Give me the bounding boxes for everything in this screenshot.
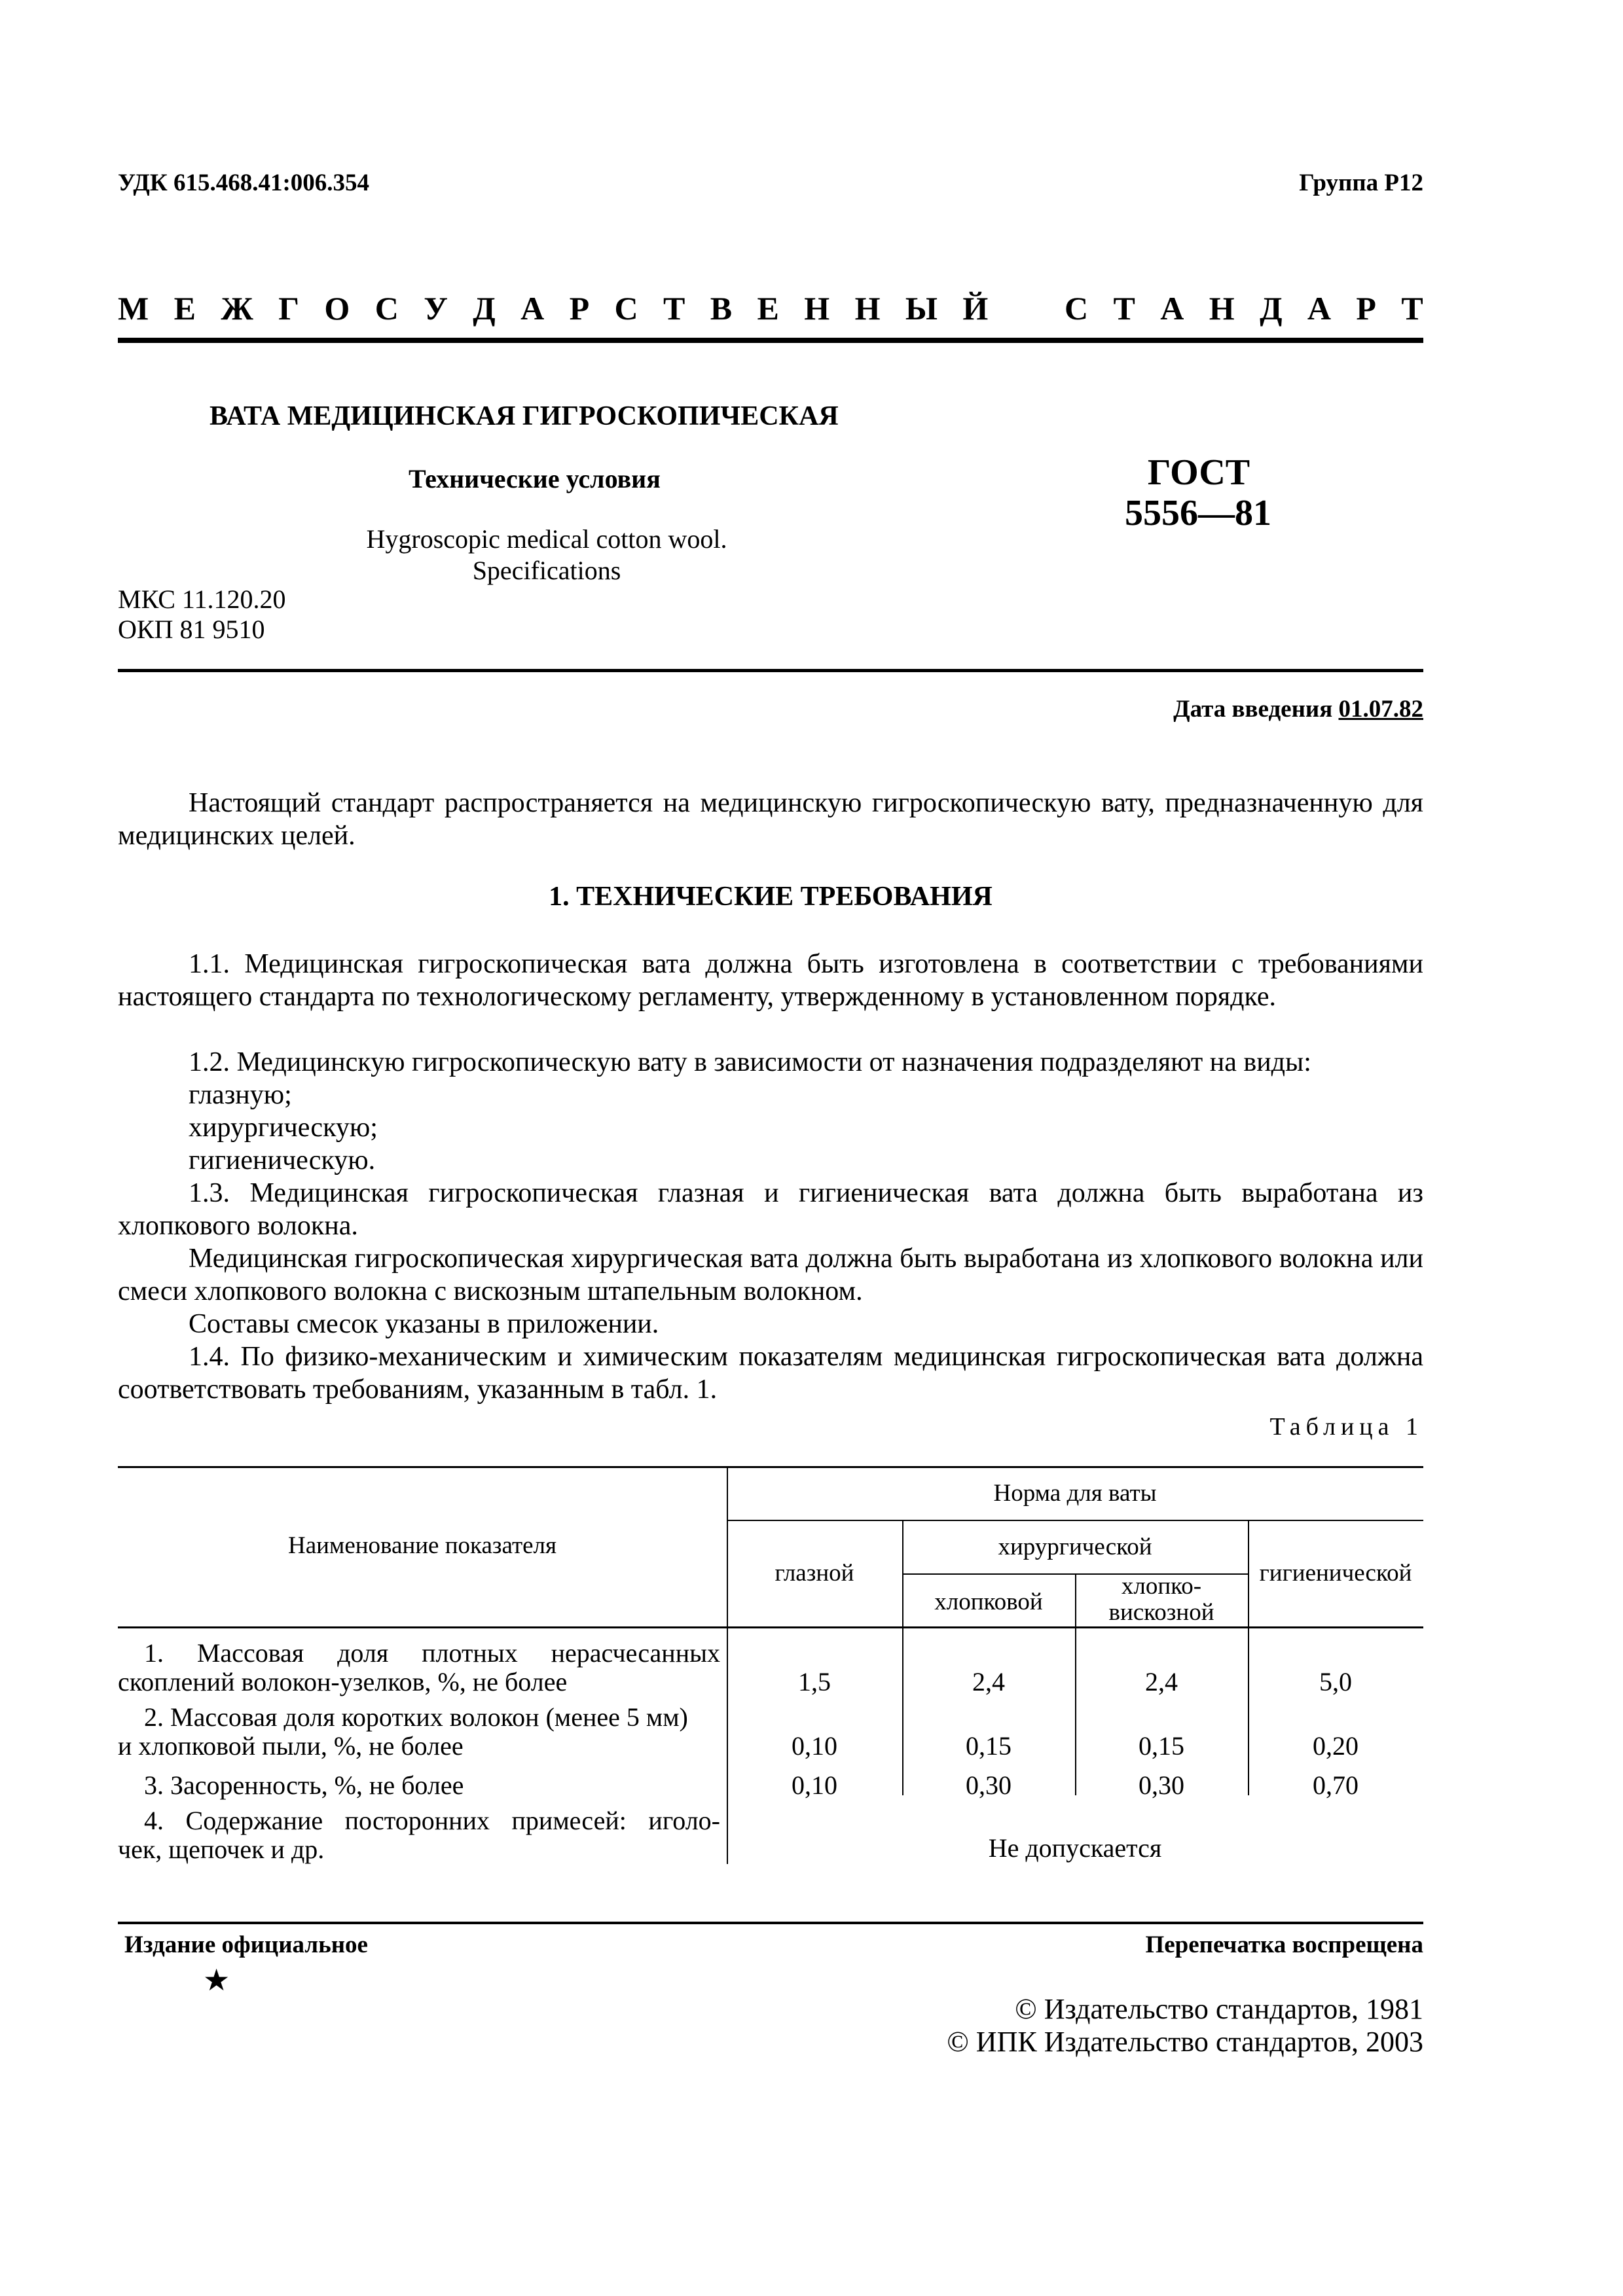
table-line <box>902 1628 903 1795</box>
banner-letter: Г <box>278 290 299 327</box>
paragraph-1-2: 1.2. Медицинскую гигроскопическую вату в зависимости от назначения подразделяют на виды: <box>189 1047 1311 1077</box>
banner-letter: С <box>374 290 399 327</box>
norms-table <box>118 1466 1423 1892</box>
banner-letter: В <box>710 290 733 327</box>
banner-letter: Ы <box>905 290 938 327</box>
kind-item-surgical: хирургическую; <box>189 1113 378 1143</box>
english-title-line2: Specifications <box>472 556 621 585</box>
table-row-name: 3. Засоренность, %, не более <box>144 1770 464 1800</box>
star-icon: ★ <box>203 1964 230 1997</box>
table-caption: Таблица 1 <box>1269 1413 1423 1441</box>
group-code: Группа Р12 <box>1299 170 1423 196</box>
banner-letter: С <box>1065 290 1089 327</box>
table-cell: 0,30 <box>966 1770 1012 1800</box>
table-line <box>1248 1628 1249 1795</box>
date-label: Дата введения <box>1173 696 1333 723</box>
banner-rule <box>118 338 1423 343</box>
kind-item-eye: глазную; <box>189 1080 292 1110</box>
document-subtitle: Технические условия <box>409 464 661 493</box>
banner-letter: А <box>520 290 545 327</box>
copyright-1981: © Издательство стандартов, 1981 <box>1015 1993 1423 2025</box>
table-top-line <box>118 1466 1423 1468</box>
table-cell: 2,4 <box>1145 1667 1178 1696</box>
banner-letter: Й <box>962 290 989 327</box>
banner-letter: Е <box>173 290 196 327</box>
section-heading: 1. ТЕХНИЧЕСКИЕ ТРЕБОВАНИЯ <box>549 882 993 912</box>
table-cell: 0,20 <box>1313 1731 1359 1761</box>
table-line <box>1075 1628 1076 1795</box>
column-header-surgical: хирургической <box>998 1534 1152 1560</box>
table-cell: 0,15 <box>966 1731 1012 1761</box>
title-rule <box>118 669 1423 672</box>
table-row-name: 4. Содержание посторонних примесей: иголо- <box>144 1806 720 1835</box>
banner-letter: Е <box>757 290 779 327</box>
table-row-name: 2. Массовая доля коротких волокон (менее 5 мм) <box>144 1702 688 1732</box>
column-header-hygienic: гигиенической <box>1259 1560 1412 1587</box>
banner-letter: Р <box>569 290 590 327</box>
table-cell: 0,10 <box>792 1731 837 1761</box>
banner-letter: Т <box>1401 290 1423 327</box>
banner-letter: Н <box>804 290 830 327</box>
kind-item-hygienic: гигиеническую. <box>189 1145 376 1175</box>
banner-letter: Ж <box>221 290 253 327</box>
table-cell: 2,4 <box>972 1667 1005 1696</box>
table-cell: 5,0 <box>1319 1667 1352 1696</box>
introduction-date <box>1173 695 1423 723</box>
banner-letter: Н <box>854 290 881 327</box>
paragraph-1-3: 1.3. Медицинская гигроскопическая глазная и гигиеническая вата должна быть выработана из хлопкового волокна. <box>118 1178 1423 1241</box>
column-header-viscose-2: вискозной <box>1108 1599 1214 1626</box>
table-cell: 0,15 <box>1139 1731 1184 1761</box>
paragraph-1-3-mixtures: Составы смесок указаны в приложении. <box>189 1309 659 1339</box>
paragraph-1-1: 1.1. Медицинская гигроскопическая вата должна быть изготовлена в соответствии с требованиями настоящего стандарта по технологическому регламенту, утвержденному в установленном порядке. <box>118 949 1423 1012</box>
gost-label: ГОСТ <box>1147 452 1250 493</box>
banner-letter: Р <box>1356 290 1376 327</box>
mks-code: МКС 11.120.20 <box>118 584 286 614</box>
banner-letter: У <box>424 290 448 327</box>
standard-banner <box>118 289 1423 329</box>
table-row-name: и хлопковой пыли, %, не более <box>118 1731 464 1761</box>
column-header-name: Наименование показателя <box>287 1532 557 1559</box>
table-cell: 0,70 <box>1313 1770 1359 1800</box>
paragraph-1-4: 1.4. По физико-механическим и химическим показателям медицинская гигроскопическая вата должна соответствовать требованиям, указанным в табл. 1. <box>118 1342 1423 1405</box>
banner-letter: А <box>1160 290 1184 327</box>
official-edition-label: Издание официальное <box>124 1931 368 1958</box>
banner-letter: Т <box>663 290 685 327</box>
banner-letter: Т <box>1113 290 1135 327</box>
column-header-viscose-1: хлопко- <box>1121 1573 1202 1600</box>
table-line <box>727 1520 1423 1521</box>
banner-letter: С <box>614 290 638 327</box>
banner-letter: М <box>118 290 149 327</box>
banner-letter: Н <box>1209 290 1235 327</box>
banner-letter: О <box>324 290 350 327</box>
udk-code: УДК 615.468.41:006.354 <box>118 170 370 196</box>
table-row-name: чек, щепочек и др. <box>118 1835 325 1864</box>
column-header-cotton: хлопковой <box>934 1588 1043 1615</box>
document-title: ВАТА МЕДИЦИНСКАЯ ГИГРОСКОПИЧЕСКАЯ <box>210 401 839 431</box>
table-cell: 0,30 <box>1139 1770 1184 1800</box>
table-cell: 0,10 <box>792 1770 837 1800</box>
intro-paragraph: Настоящий стандарт распространяется на медицинскую гигроскопическую вату, предназначенную для медицинских целей. <box>118 788 1423 851</box>
table-row-name: 1. Массовая доля плотных нерасчесанных <box>144 1638 720 1668</box>
banner-letter: Д <box>1260 290 1283 327</box>
column-header-eye: глазной <box>775 1560 854 1587</box>
gost-number: 5556—81 <box>1125 493 1271 533</box>
paragraph-1-3-surgical: Медицинская гигроскопическая хирургическая вата должна быть выработана из хлопкового волокна или смеси хлопкового волокна с вискозным штапельным волокном. <box>118 1244 1423 1306</box>
banner-letter: Д <box>473 290 496 327</box>
footer-rule <box>118 1922 1423 1924</box>
english-title-line1: Hygroscopic medical cotton wool. <box>366 524 727 554</box>
table-row-name: скоплений волокон-узелков, %, не более <box>118 1667 568 1696</box>
banner-letter: А <box>1307 290 1331 327</box>
okp-code: ОКП 81 9510 <box>118 615 265 644</box>
table-cell: 1,5 <box>798 1667 831 1696</box>
copyright-2003: © ИПК Издательство стандартов, 2003 <box>947 2026 1423 2058</box>
table-merged-cell: Не допускается <box>988 1833 1162 1863</box>
column-header-norm: Норма для ваты <box>993 1480 1157 1507</box>
date-value: 01.07.82 <box>1338 696 1423 723</box>
no-reprint-label: Перепечатка воспрещена <box>1145 1931 1423 1958</box>
